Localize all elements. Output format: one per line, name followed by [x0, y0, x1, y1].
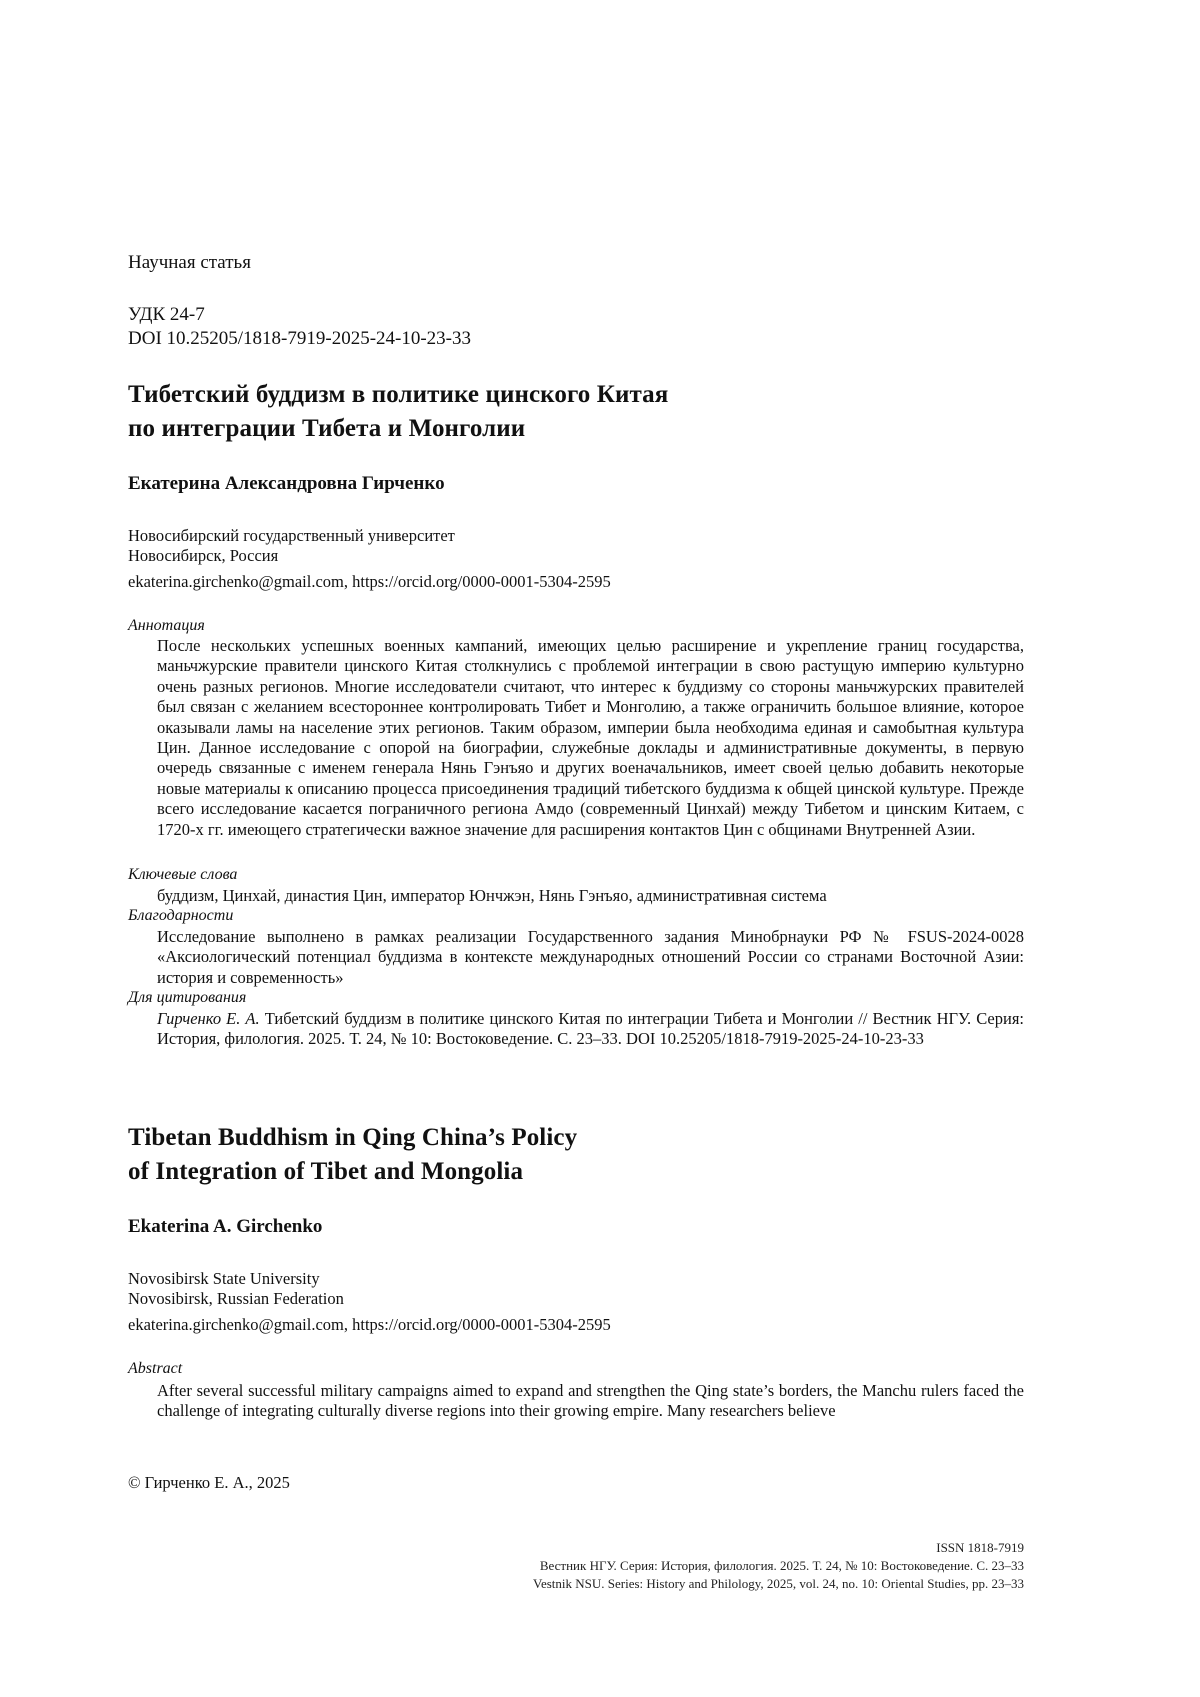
ru-city: Новосибирск, Россия	[128, 546, 279, 565]
ru-acknowledgements-label: Благодарности	[128, 907, 234, 924]
ru-abstract-text: После нескольких успешных военных кампаний, имеющих целью расширение и укрепление границ государства, маньчжурские правители цинского Китая столкнулись с проблемой интеграции в свою растущую империю культурно очень разных регионов. Многие исследователи считают, что интерес к буддизму со стороны маньчжурских правителей был связан с желанием всестороннее контролировать Тибет и Монголию, а также ограничить большое влияние, которое оказывали ламы на население этих регионов. Таким образом, империи была необходима единая и самобытная культура Цин. Данное исследование с опорой на биографии, служебные доклады и административные документы, в первую очередь связанные с именем генерала Нянь Гэнъяо и других военачальников, имеет своей целью добавить некоторые новые материалы к описанию процесса присоединения традиций тибетского буддизма к общей цинской культуре. Прежде всего исследование касается пограничного региона Амдо (современный Цинхай) между Тибетом и цинским Китаем, с 1720-х гг. имеющего стратегически важное значение для расширения контактов Цин с общинами Внутренней Азии.	[157, 636, 1024, 839]
citation-author: Гирченко Е. А.	[157, 1009, 260, 1028]
en-title-line-1: Tibetan Buddhism in Qing China’s Policy	[128, 1124, 578, 1151]
en-city: Novosibirsk, Russian Federation	[128, 1289, 344, 1308]
footer-issn: ISSN 1818-7919	[936, 1540, 1024, 1555]
udk-code: УДК 24-7	[128, 304, 205, 325]
ru-citation-label: Для цитирования	[128, 989, 247, 1006]
ru-citation	[157, 1009, 1024, 1050]
ru-contacts: ekaterina.girchenko@gmail.com, https://orcid.org/0000-0001-5304-2595	[128, 572, 611, 591]
ru-abstract-label: Аннотация	[128, 617, 205, 634]
ru-title-line-1: Тибетский буддизм в политике цинского Китая	[128, 381, 669, 408]
footer-ru-journal: Вестник НГУ. Серия: История, филология. 2025. Т. 24, № 10: Востоковедение. С. 23–33	[539, 1558, 1024, 1573]
footer-en-journal: Vestnik NSU. Series: History and Philology, 2025, vol. 24, no. 10: Oriental Studies, pp. 23–33	[533, 1576, 1024, 1591]
ru-keywords-text: буддизм, Цинхай, династия Цин, император Юнчжэн, Нянь Гэнъяо, административная система	[157, 886, 827, 905]
en-abstract-label: Abstract	[128, 1360, 183, 1377]
ru-keywords-label: Ключевые слова	[128, 866, 238, 883]
doi: DOI 10.25205/1818-7919-2025-24-10-23-33	[128, 328, 472, 349]
ru-title-line-2: по интеграции Тибета и Монголии	[128, 415, 526, 442]
article-type: Научная статья	[128, 252, 251, 273]
en-contacts: ekaterina.girchenko@gmail.com, https://orcid.org/0000-0001-5304-2595	[128, 1315, 611, 1334]
ru-author: Екатерина Александровна Гирченко	[128, 473, 445, 494]
ru-acknowledgements-text: Исследование выполнено в рамках реализации Государственного задания Минобрнауки РФ № FSUS-2024-0028 «Аксиологический потенциал буддизма в контексте международных отношений России со странами Восточной Азии: история и современность»	[157, 927, 1024, 987]
en-title-line-2: of Integration of Tibet and Mongolia	[128, 1158, 524, 1185]
en-affiliation: Novosibirsk State University	[128, 1269, 320, 1288]
en-abstract-text: After several successful military campaigns aimed to expand and strengthen the Qing state’s borders, the Manchu rulers faced the challenge of integrating culturally diverse regions into their growing empire. Many researchers believe	[157, 1381, 1024, 1421]
ru-affiliation: Новосибирский государственный университет	[128, 526, 455, 545]
copyright: © Гирченко Е. А., 2025	[128, 1473, 290, 1492]
citation-text: Тибетский буддизм в политике цинского Китая по интеграции Тибета и Монголии // Вестник НГУ. Серия: История, филология. 2025. Т. 24, № 10: Востоковедение. С. 23–33. DOI 10.25205/1818-7919-2025-24-10-23-33	[157, 1009, 1024, 1049]
en-author: Ekaterina A. Girchenko	[128, 1216, 323, 1237]
